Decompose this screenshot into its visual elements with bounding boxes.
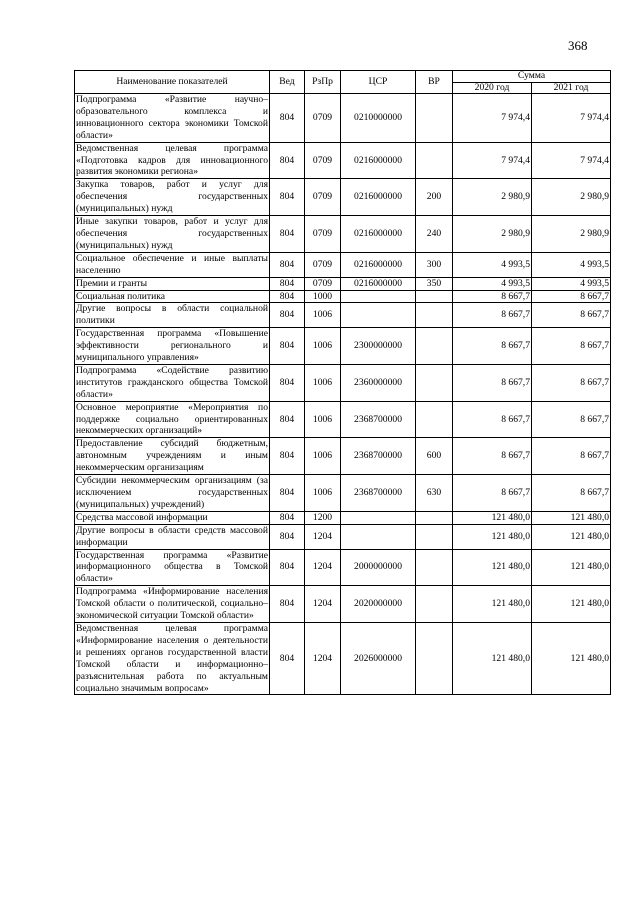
row-2021: 8 667,7 [532,438,611,475]
row-name: Иные закупки товаров, работ и услуг для обеспечения государственных (муниципальных) нужд [76,216,268,251]
row-rzpr: 1000 [305,290,341,303]
row-2021: 4 993,5 [532,252,611,277]
row-2021: 4 993,5 [532,277,611,290]
row-2020: 8 667,7 [453,328,532,365]
row-2020: 121 480,0 [453,524,532,549]
table-row [75,524,611,549]
row-vr [416,549,453,586]
row-2021: 121 480,0 [532,586,611,623]
row-2020: 121 480,0 [453,586,532,623]
row-2021: 121 480,0 [532,511,611,524]
row-ved: 804 [270,94,305,143]
header-2021: 2021 год [532,82,611,94]
row-2020: 8 667,7 [453,475,532,512]
row-2020: 8 667,7 [453,290,532,303]
row-vr: 200 [416,179,453,216]
row-vr [416,401,453,438]
table-row [75,216,611,253]
table-row [75,328,611,365]
row-vr: 300 [416,252,453,277]
table-row [75,94,611,143]
row-rzpr: 1006 [305,303,341,328]
row-ved: 804 [270,401,305,438]
row-2020: 2 980,9 [453,216,532,253]
row-rzpr: 0709 [305,94,341,143]
row-2020: 8 667,7 [453,303,532,328]
row-csr: 2360000000 [341,364,416,401]
row-rzpr: 1204 [305,586,341,623]
row-vr: 240 [416,216,453,253]
row-csr: 2368700000 [341,475,416,512]
row-csr [341,303,416,328]
row-csr: 2020000000 [341,586,416,623]
row-ved: 804 [270,586,305,623]
row-rzpr: 0709 [305,252,341,277]
row-name: Ведомственная целевая программа «Подготовка кадров для инновационного развития экономики региона» [76,142,268,178]
row-ved: 804 [270,277,305,290]
row-rzpr: 1006 [305,364,341,401]
row-rzpr: 1204 [305,622,341,694]
row-ved: 804 [270,622,305,694]
row-name: Предоставление субсидий бюджетным, автономным учреждениям и иным некоммерческим организациям [76,438,268,474]
row-2020: 4 993,5 [453,277,532,290]
row-2021: 8 667,7 [532,475,611,512]
table-row [75,303,611,328]
row-vr: 600 [416,438,453,475]
row-2020: 2 980,9 [453,179,532,216]
row-vr [416,142,453,179]
row-vr: 350 [416,277,453,290]
row-rzpr: 0709 [305,179,341,216]
row-2020: 8 667,7 [453,401,532,438]
row-2020: 8 667,7 [453,438,532,475]
table-row [75,622,611,694]
row-csr: 0216000000 [341,142,416,179]
table-body [75,94,611,695]
row-2021: 121 480,0 [532,524,611,549]
row-ved: 804 [270,511,305,524]
header-2020: 2020 год [453,82,532,94]
header-rzpr: РзПр [305,71,341,94]
row-rzpr: 1006 [305,438,341,475]
table-row [75,364,611,401]
row-rzpr: 1006 [305,401,341,438]
row-2021: 2 980,9 [532,216,611,253]
row-name: Подпрограмма «Информирование населения Томской области о политической, социально–экономической ситуации Томской области» [76,586,268,622]
row-name: Подпрограмма «Содействие развитию институтов гражданского общества Томской области» [76,364,268,400]
row-csr [341,290,416,303]
row-csr: 0216000000 [341,216,416,253]
row-vr [416,364,453,401]
row-2021: 121 480,0 [532,622,611,694]
row-2020: 4 993,5 [453,252,532,277]
row-name: Другие вопросы в области средств массовой информации [76,524,268,548]
row-rzpr: 1204 [305,549,341,586]
table-row [75,277,611,290]
row-csr: 2300000000 [341,328,416,365]
row-2021: 7 974,4 [532,94,611,143]
row-rzpr: 1006 [305,475,341,512]
row-2021: 8 667,7 [532,328,611,365]
table-row [75,401,611,438]
table-row [75,252,611,277]
row-rzpr: 1204 [305,524,341,549]
row-2020: 121 480,0 [453,622,532,694]
row-rzpr: 0709 [305,277,341,290]
budget-table [74,70,611,695]
row-ved: 804 [270,549,305,586]
row-ved: 804 [270,475,305,512]
row-csr: 0210000000 [341,94,416,143]
row-ved: 804 [270,216,305,253]
row-ved: 804 [270,252,305,277]
table-row [75,586,611,623]
row-2021: 2 980,9 [532,179,611,216]
row-csr: 0216000000 [341,252,416,277]
row-vr [416,290,453,303]
row-name: Субсидии некоммерческим организациям (за исключением государственных (муниципальных) учреждений) [76,475,268,510]
row-name: Закупка товаров, работ и услуг для обеспечения государственных (муниципальных) нужд [76,179,268,215]
row-2020: 7 974,4 [453,94,532,143]
table-row [75,142,611,179]
row-name: Социальное обеспечение и иные выплаты населению [76,252,268,276]
header-sum: Сумма [453,71,611,83]
table-row [75,549,611,586]
header-vr: ВР [416,71,453,94]
row-name: Премии и гранты [75,277,270,290]
row-name: Государственная программа «Повышение эффективности регионального и муниципального управления» [76,328,268,364]
row-2021: 8 667,7 [532,401,611,438]
row-rzpr: 0709 [305,216,341,253]
row-rzpr: 1006 [305,328,341,365]
table-row [75,475,611,512]
row-ved: 804 [270,142,305,179]
table-row [75,511,611,524]
header-ved: Вед [270,71,305,94]
row-vr [416,94,453,143]
row-name: Социальная политика [75,290,270,303]
row-2021: 121 480,0 [532,549,611,586]
row-ved: 804 [270,364,305,401]
row-2021: 8 667,7 [532,364,611,401]
row-ved: 804 [270,303,305,328]
table-row [75,290,611,303]
row-2020: 121 480,0 [453,549,532,586]
row-ved: 804 [270,328,305,365]
row-ved: 804 [270,438,305,475]
row-vr: 630 [416,475,453,512]
row-vr [416,303,453,328]
row-csr: 2368700000 [341,438,416,475]
row-ved: 804 [270,179,305,216]
row-rzpr: 1200 [305,511,341,524]
row-name: Основное мероприятие «Мероприятия по поддержке социально ориентированных некоммерческих организаций» [76,401,268,437]
row-csr: 0216000000 [341,179,416,216]
row-name: Ведомственная целевая программа «Информирование населения о деятельности и решениях органов государственной власти Томской области и информационно–разъяснительная работа по актуальным социально значимым вопросам» [76,622,268,694]
row-name: Государственная программа «Развитие информационного общества в Томской области» [76,549,268,585]
page-number: 368 [568,38,588,53]
header-csr: ЦСР [341,71,416,94]
row-vr [416,328,453,365]
row-2020: 121 480,0 [453,511,532,524]
row-csr: 2000000000 [341,549,416,586]
table-row [75,438,611,475]
row-name: Средства массовой информации [75,511,270,524]
row-2021: 8 667,7 [532,303,611,328]
row-2021: 7 974,4 [532,142,611,179]
header-name: Наименование показателей [75,71,270,94]
row-ved: 804 [270,290,305,303]
row-rzpr: 0709 [305,142,341,179]
row-vr [416,586,453,623]
row-vr [416,524,453,549]
row-csr [341,511,416,524]
row-csr: 2368700000 [341,401,416,438]
row-2020: 8 667,7 [453,364,532,401]
row-csr [341,524,416,549]
row-2021: 8 667,7 [532,290,611,303]
row-csr: 0216000000 [341,277,416,290]
row-name: Другие вопросы в области социальной политики [76,303,268,327]
row-name: Подпрограмма «Развитие научно–образовательного комплекса и инновационного сектора экономики Томской области» [76,94,268,141]
row-vr [416,622,453,694]
row-2020: 7 974,4 [453,142,532,179]
table-row [75,179,611,216]
row-ved: 804 [270,524,305,549]
row-csr: 2026000000 [341,622,416,694]
row-vr [416,511,453,524]
